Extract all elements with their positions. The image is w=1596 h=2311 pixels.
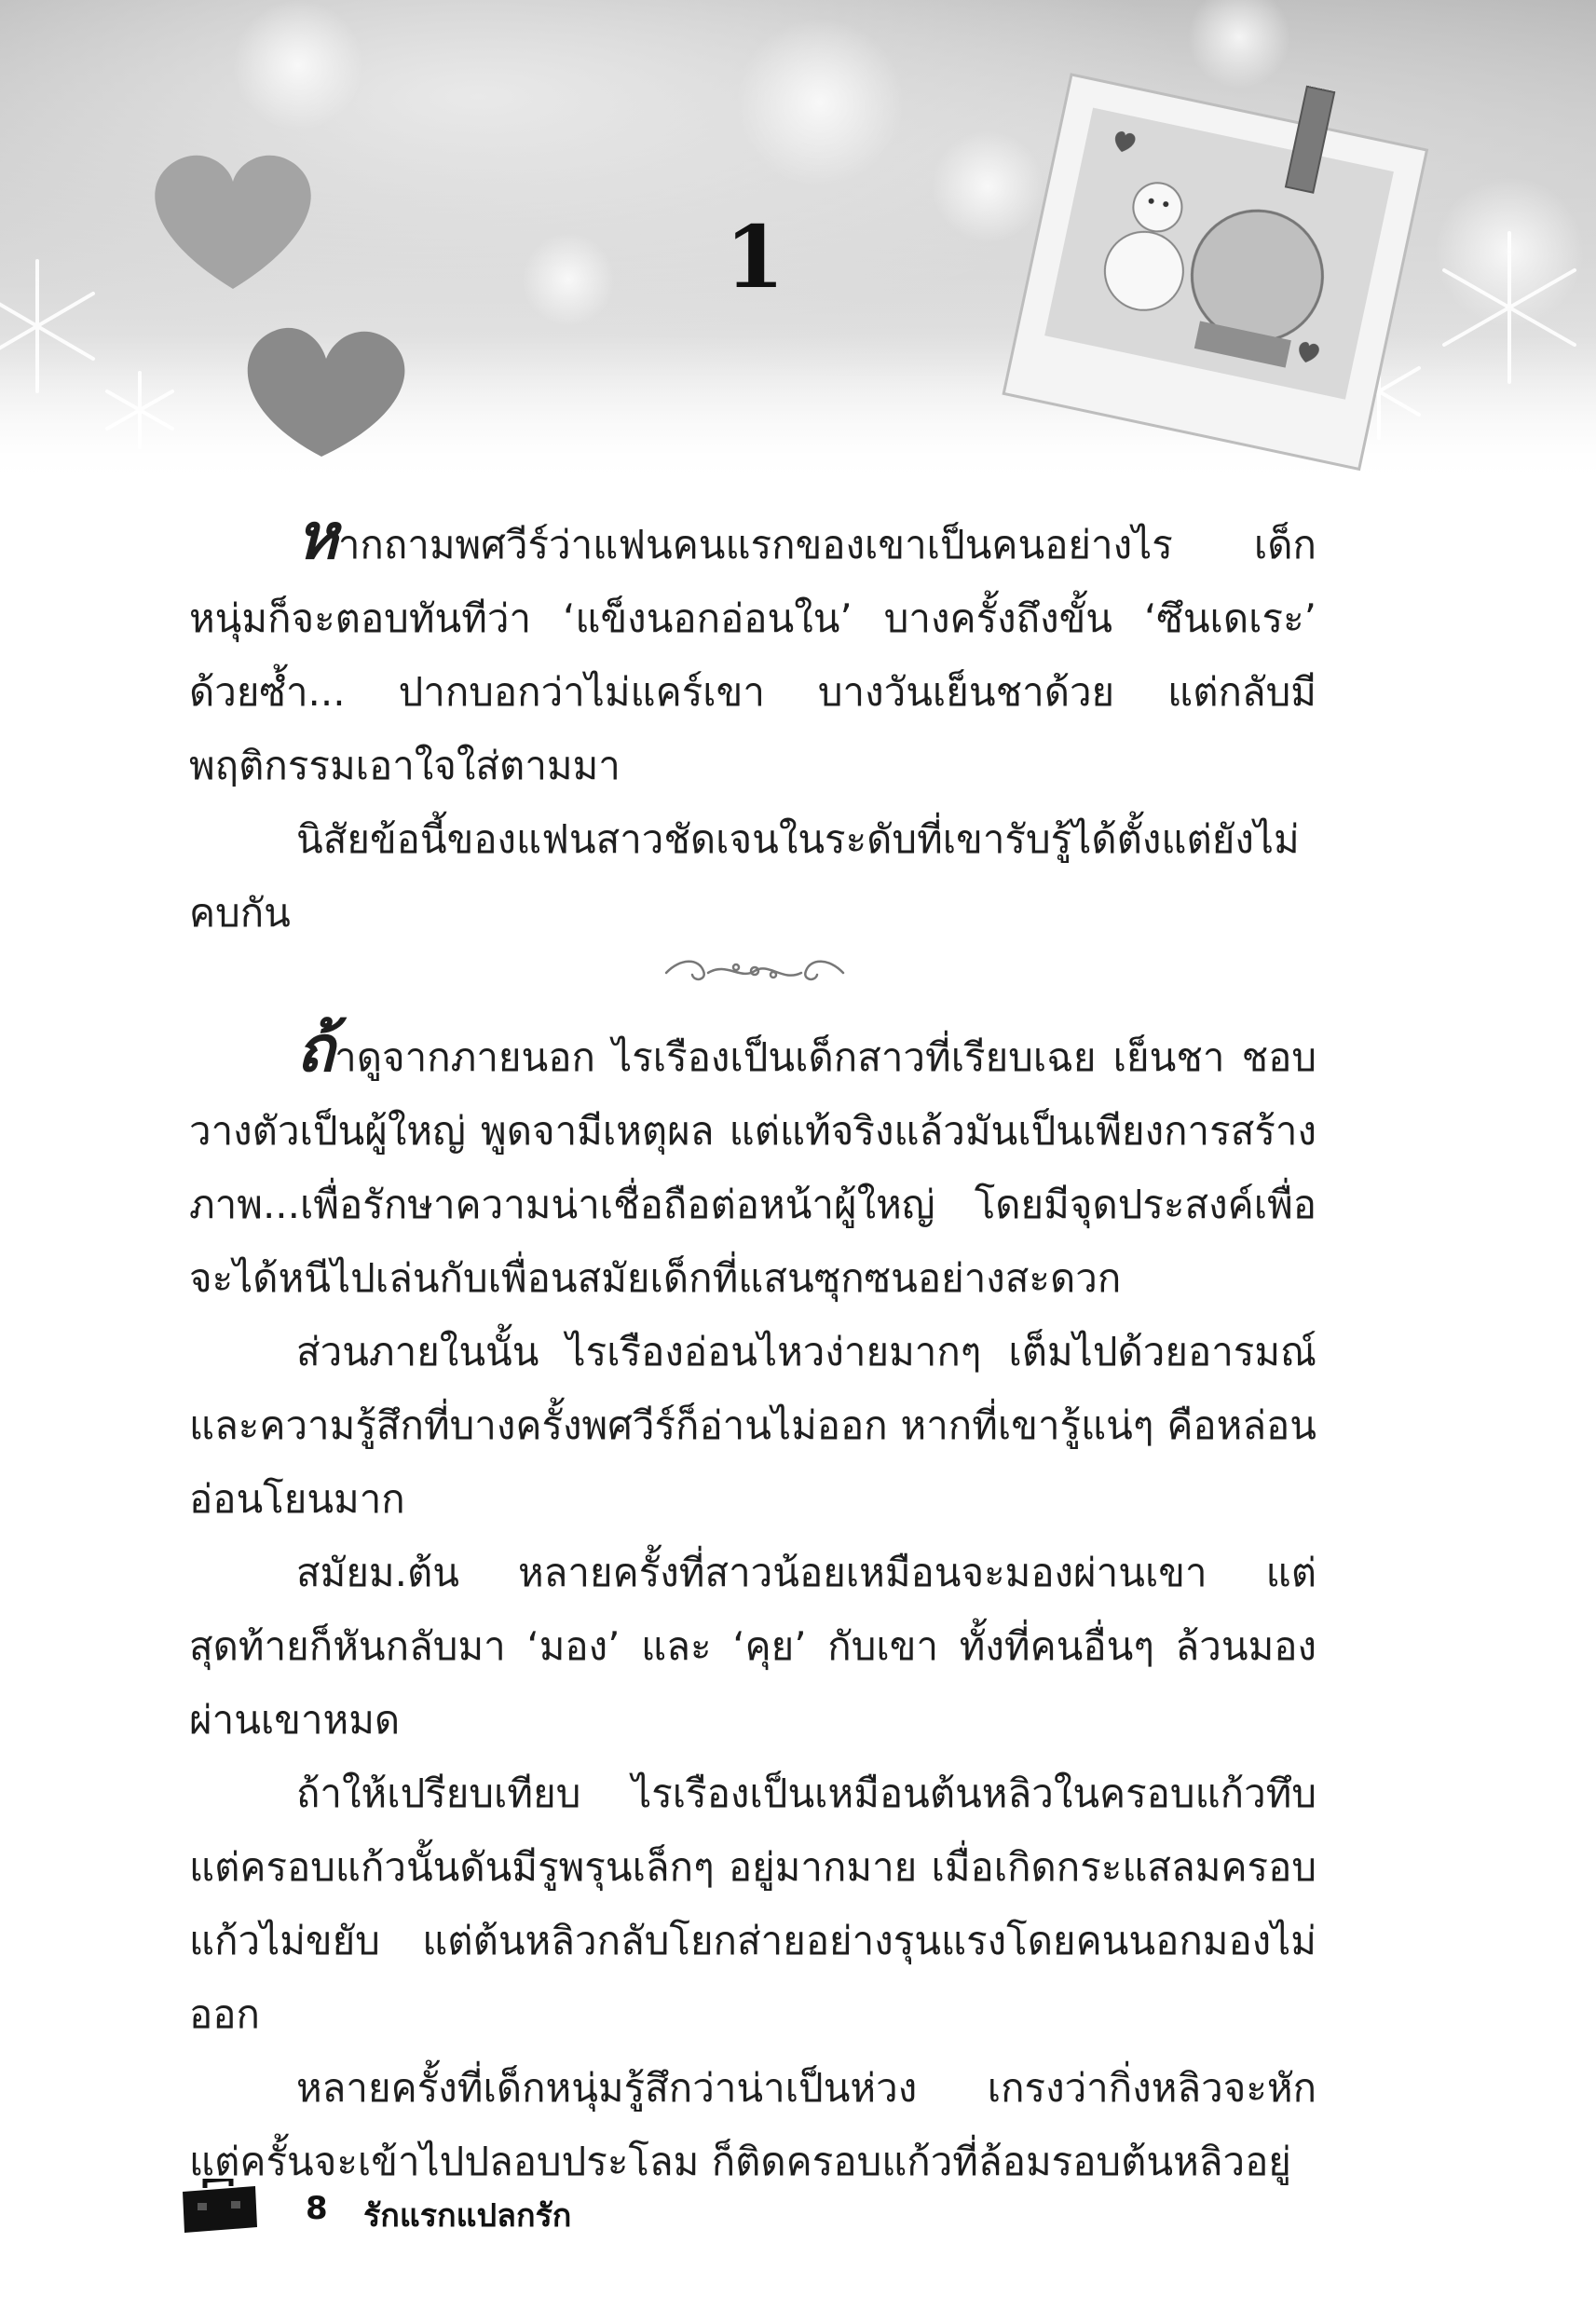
polaroid-photo-icon xyxy=(1003,38,1435,470)
paragraph-text: สมัยม.ต้น หลายครั้งที่สาวน้อยเหมือนจะมองผ่านเขา แต่สุดท้ายก็หันกลับมา ‘มอง’ และ ‘คุย’ กับเขา ทั้งที่คนอื่นๆ ล้วนมองผ่านเขาหมด xyxy=(189,1550,1316,1743)
section-1 xyxy=(189,499,1316,950)
paragraph-text: ถ้าให้เปรียบเทียบ ไรเรืองเป็นเหมือนต้นหลิวในครอบแก้วทึบ แต่ครอบแก้วนั้นดันมีรูพรุนเล็กๆ อยู่มากมาย เมื่อเกิดกระแสลมครอบแก้วไม่ขยับ แต่ต้นหลิวกลับโยกส่ายอย่างรุนแรงโดยคนนอกมองไม่ออก xyxy=(189,1771,1316,2037)
section-2 xyxy=(189,1012,1316,2198)
page-footer xyxy=(177,2179,829,2244)
paragraph-text: ส่วนภายในนั้น ไรเรืองอ่อนไหวง่ายมากๆ เต็มไปด้วยอารมณ์และความรู้สึกที่บางครั้งพศวีร์ก็อ่านไม่ออก หากที่เขารู้แน่ๆ คือหล่อนอ่อนโยนมาก xyxy=(189,1329,1316,1522)
paragraph xyxy=(189,802,1316,950)
ornament-divider-icon xyxy=(657,952,853,990)
paragraph xyxy=(189,1536,1316,1757)
dropcap: ถ้ xyxy=(296,1012,335,1087)
paragraph-text: ากถามพศวีร์ว่าแฟนคนแรกของเขาเป็นคนอย่างไร เด็กหนุ่มก็จะตอบทันทีว่า ‘แข็งนอกอ่อนใน’ บางครั้งถึงขั้น ‘ซึนเดเระ’ ด้วยซ้ำ... ปากบอกว่าไม่แคร์เขา บางวันเย็นชาด้วย แต่กลับมีพฤติกรรมเอาใจใส่ตามมา xyxy=(189,522,1316,788)
chapter-header-banner xyxy=(0,0,1596,485)
paragraph xyxy=(189,1012,1316,1315)
paragraph xyxy=(189,1315,1316,1536)
page-number: 8 xyxy=(306,2190,328,2227)
paragraph-text: หลายครั้งที่เด็กหนุ่มรู้สึกว่าน่าเป็นห่วง เกรงว่ากิ่งหลิวจะหัก แต่ครั้นจะเข้าไปปลอบประโลม ก็ติดครอบแก้วที่ล้อมรอบต้นหลิวอยู่ xyxy=(189,2065,1316,2184)
paragraph xyxy=(189,499,1316,802)
briefcase-icon xyxy=(177,2179,261,2235)
glitter-heart-icon xyxy=(155,156,310,289)
paragraph xyxy=(189,1757,1316,2051)
book-title: รักแรกแปลกรัก xyxy=(363,2197,572,2235)
chapter-number: 1 xyxy=(724,207,784,308)
paragraph xyxy=(189,2051,1316,2198)
dropcap: ห xyxy=(296,499,338,574)
paragraph-text: นิสัยข้อนี้ของแฟนสาวชัดเจนในระดับที่เขารับรู้ได้ตั้งแต่ยังไม่คบกัน xyxy=(189,816,1300,936)
paragraph-text: าดูจากภายนอก ไรเรืองเป็นเด็กสาวที่เรียบเฉย เย็นชา ชอบวางตัวเป็นผู้ใหญ่ พูดจามีเหตุผล แต่แท้จริงแล้วมันเป็นเพียงการสร้างภาพ...เพื่อรักษาความน่าเชื่อถือต่อหน้าผู้ใหญ่ โดยมีจุดประสงค์เพื่อจะได้หนีไปเล่นกับเพื่อนสมัยเด็กที่แสนซุกซนอย่างสะดวก xyxy=(189,1034,1316,1301)
